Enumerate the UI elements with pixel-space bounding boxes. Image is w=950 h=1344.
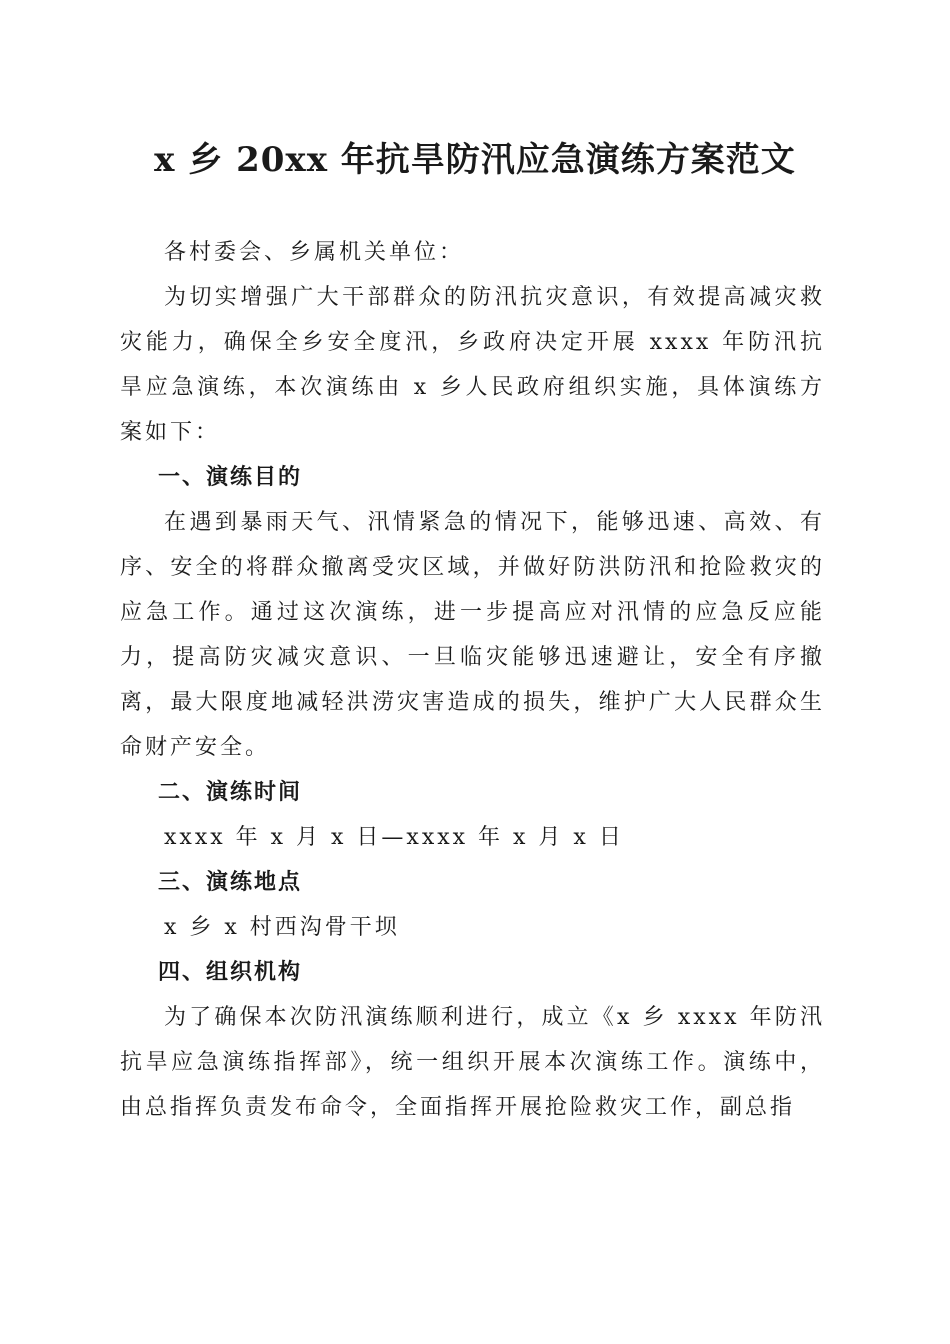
time-paragraph: xxxx 年 x 月 x 日—xxxx 年 x 月 x 日 xyxy=(164,825,624,850)
section-heading-location: 三、演练地点 xyxy=(158,870,303,895)
intro-paragraph: 为切实增强广大干部群众的防汛抗灾意识，有效提高减灾救灾能力，确保全乡安全度汛，乡政府决定开展 xxxx 年防汛抗旱应急演练，本次演练由 x 乡人民政府组织实施，具体演练方案如下： xyxy=(120,285,825,445)
location-paragraph: x 乡 x 村西沟骨干坝 xyxy=(164,915,400,940)
section-heading-organization: 四、组织机构 xyxy=(158,960,303,985)
section-heading-purpose: 一、演练目的 xyxy=(158,465,303,490)
organization-paragraph: 为了确保本次防汛演练顺利进行，成立《x 乡 xxxx 年防汛抗旱应急演练指挥部》，统一组织开展本次演练工作。演练中，由总指挥负责发布命令，全面指挥开展抢险救灾工作，副总指 xyxy=(120,1005,825,1120)
document-title: x 乡 20xx 年抗旱防汛应急演练方案范文 xyxy=(154,140,796,180)
document-body xyxy=(120,230,825,1130)
purpose-paragraph: 在遇到暴雨天气、汛情紧急的情况下，能够迅速、高效、有序、安全的将群众撤离受灾区域，并做好防洪防汛和抢险救灾的应急工作。通过这次演练，进一步提高应对汛情的应急反应能力，提高防灾减灾意识、一旦临灾能够迅速避让，安全有序撤离，最大限度地减轻洪涝灾害造成的损失，维护广大人民群众生命财产安全。 xyxy=(120,510,825,760)
salutation: 各村委会、乡属机关单位： xyxy=(164,240,465,265)
section-heading-time: 二、演练时间 xyxy=(158,780,303,805)
